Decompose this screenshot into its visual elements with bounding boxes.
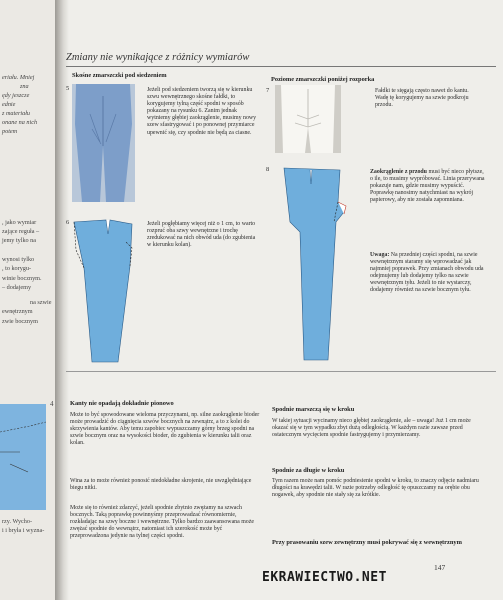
left-page-text-line: , jako wymiar (2, 219, 37, 226)
left-page-text-line: z materiału (2, 110, 31, 117)
text-dlugie: Tym razem może nam pomóc podniesienie spodni w kroku, to znaczy odjęcie nadmiaru długości na krawędzi talii. W razie potrzeby odległość tę opuszczamy na orębie obu nogawek, aby spodnie nie stały się za krótkie. (272, 478, 479, 499)
left-page-text-line: zwie bocznym (2, 318, 38, 325)
left-page-text-line: ednie (2, 101, 16, 108)
section-heading-dlugie: Spodnie za długie w kroku (272, 467, 345, 474)
figure-number-7: 7 (266, 87, 270, 94)
pants-photo-front (275, 85, 341, 153)
text-poziome-8-body: musi być nieco płytsze, o ile, to musimy wypróbować. Linia przerywana pokazuje nam, gdzie musimy wypuścić. Poprawkę nanosimy natychmiast na wykrój papierowy, aby nie została zapomniana. (370, 169, 485, 204)
left-page-fragment (0, 0, 58, 600)
text-skosne-5: Jeżeli pod siedzeniem tworzą się w kierunku szwu wewnętrznego skośne fałdki, to korygujemy tylną część spodni w sposób pokazany na rysunku 6. Zanim jednak wytniemy głębiej zaokrąglenie, musimy nowy szew sfastrygować i po ponownej przymiarce upewnić się, czy spodnie nie będą za ciasne. (147, 87, 257, 136)
left-page-text-line: wynosi tylko (2, 256, 35, 263)
figure-number-8: 8 (266, 166, 270, 173)
text-marszcza: W takiej sytuacji wycinamy nieco głębiej zaokrąglenie, ale – uwaga! Już 1 cm może okazać się w tym wypadku zbyt dużą odległością. W każdym razie zawsze przed ostatecznym wycięciem spodnie fastrygujemy i przymierzamy. (272, 418, 471, 439)
left-figure-number: 4 (50, 400, 54, 408)
left-pattern-lines (0, 404, 56, 514)
pattern-back-diagram (70, 216, 142, 364)
text-uwaga-body: Na przedniej części spodni, na szwie wewnętrznym staramy się wprowadzać jak najmniej poprawek. Przy zmianach obwodu uda odejmujemy lub dodajemy tylko na szwie wewnętrznym tyłu. Jeżeli to nie wystarczy, dodajemy również na szwie bocznym tyłu. (370, 252, 484, 294)
section-heading-prasowaniu: Przy prasowaniu szew zewnętrzny musi pokrywać się z wewnętrznym (272, 539, 462, 546)
left-page-text-line: – dodajemy (2, 284, 32, 291)
left-page-text-line: jemy tylko na (2, 237, 37, 244)
left-page-text-line: , to korygu- (2, 265, 32, 272)
text-poziome-7: Fałdki te sięgają często nawet do kantu. Wadę tę korygujemy na szwie podkroju przodu. (375, 88, 469, 109)
figure-number-6: 6 (66, 219, 70, 226)
left-page-text-line: onane na nich (2, 119, 38, 126)
pattern-front-diagram (274, 162, 356, 362)
left-page-text-line: ewnętrznym (2, 308, 33, 315)
text-kanty-1: Może to być spowodowane wieloma przyczynami, np. silne zaokrąglenie bioder może prowadzić do ciągnięcia szwów bocznych na zewnątrz, a to z kolei do skrzywienia kantów. Aby temu zapobiec wypuszczamy górny brzeg spodni na szwie bocznym oraz na wysokości bioder, do zgubienia w kierunku talii oraz kolan. (70, 412, 260, 447)
text-kanty-3: Może się to również zdarzyć, jeżeli spodnie zbytnio zwężamy na szwach bocznych. Taką poprawkę powinnyśmy przeprowadzać równomiernie, rozkładając na szwy boczne i wewnętrzne. Tylko bardzo zaawansowana może zwężać spodnie do wewnątrz, natomiast ich szerokość może być przeprowadzona jedynie na tylnej części spodni. (70, 505, 254, 540)
page-title: Zmiany nie wynikające z różnicy wymiarów (66, 52, 250, 63)
text-poziome-8 (370, 169, 488, 204)
page-number: 147 (434, 563, 446, 572)
text-kanty-2: Wina za to może również ponosić niedokładne skrojenie, nie uwzględniające biegu nitki. (70, 478, 252, 492)
title-rule (66, 66, 496, 67)
section-heading-kanty: Kanty nie opadają dokładnie pionowo (70, 400, 174, 407)
right-page (66, 0, 503, 600)
text-skosne-6: Jeżeli pogłębiamy więcej niż o 1 cm, to warto rozpruć oba szwy wewnętrzne i trochę zredukować na nich obwód uda (do zgubienia w kierunku kolan). (147, 221, 256, 249)
pants-front-illustration (275, 85, 341, 153)
figure-number-5: 5 (66, 85, 70, 92)
section-heading-marszcza: Spodnie marszczą się w kroku (272, 406, 355, 413)
left-page-text-line: ędy jeszcze (2, 92, 30, 99)
section-separator (66, 371, 496, 372)
text-uwaga (370, 252, 488, 295)
left-page-text-line: eriału. Mniej (2, 74, 35, 81)
left-page-text-line: zna (20, 83, 29, 90)
left-page-text-line: potem (2, 128, 18, 135)
left-page-text-line: zające reguła – (2, 228, 40, 235)
left-page-text-line: i i bryła i wyzna- (2, 527, 45, 534)
section-heading-skosne: Skośne zmarszczki pod siedzeniem (72, 72, 167, 79)
pants-back-illustration (72, 84, 135, 202)
pants-photo-back (72, 84, 135, 202)
left-page-text-line: rzy. Wycho- (2, 518, 33, 525)
text-uwaga-heading: Uwaga: (370, 252, 390, 258)
section-heading-poziome: Poziome zmarszczki poniżej rozporka (271, 76, 375, 83)
watermark: EKRAWIECTWO.NET (262, 570, 387, 585)
text-poziome-8-heading: Zaokrąglenie z przodu (370, 169, 427, 175)
left-page-text-line: winie bocznym. (2, 275, 42, 282)
left-page-text-line: na szwie (30, 299, 52, 306)
